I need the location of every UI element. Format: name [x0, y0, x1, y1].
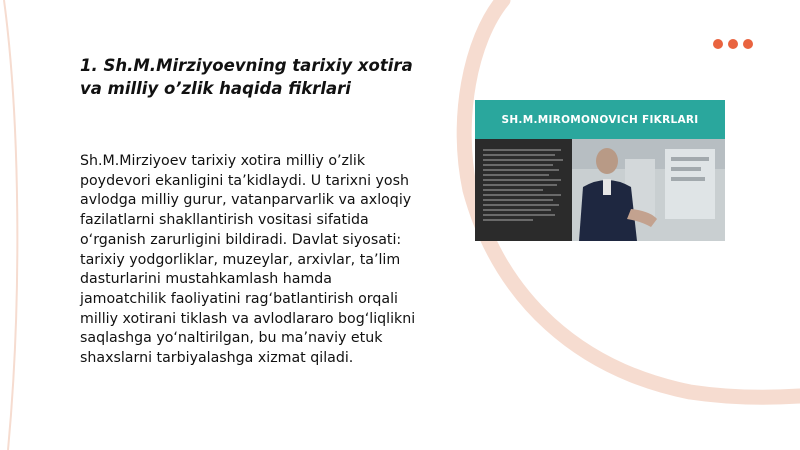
thumbnail-header	[475, 100, 725, 139]
thumbnail-header-text: SH.M.MIROMONOVICH FIKRLARI	[501, 113, 699, 126]
decorative-dots	[713, 39, 753, 49]
dot-icon	[713, 39, 723, 49]
thumbnail-photo	[475, 139, 725, 241]
dot-icon	[728, 39, 738, 49]
dot-icon	[743, 39, 753, 49]
decorative-arc-left	[4, 0, 17, 450]
slide-title: 1. Sh.M.Mirziyoevning tarixiy xotira va milliy o’zlik haqida fikrlari	[80, 56, 413, 98]
slide-body-text: Sh.M.Mirziyoev tarixiy xotira milliy o’zlik poydevori ekanligini ta’kidlaydi. U tarixni yosh avlodga milliy gurur, vatanparvarlik va axloqiy fazilatlarni shakllantirish vositasi sifatida o‘rganish zarurligini bildiradi. Davlat siyosati: tarixiy yodgorliklar, muzeylar, arxivlar, ta’lim dasturlarini mustahkamlash hamda jamoatchilik faoliyatini rag‘batlantirish orqali milliy xotirani tiklash va avlodlararo bog‘liqlikni saqlashga yo‘naltirilgan, bu ma’naviy etuk shaxslarni tarbiyalashga xizmat qiladi.	[80, 153, 416, 367]
presentation-thumbnail	[475, 100, 725, 241]
thumbnail-illustration	[475, 139, 725, 241]
